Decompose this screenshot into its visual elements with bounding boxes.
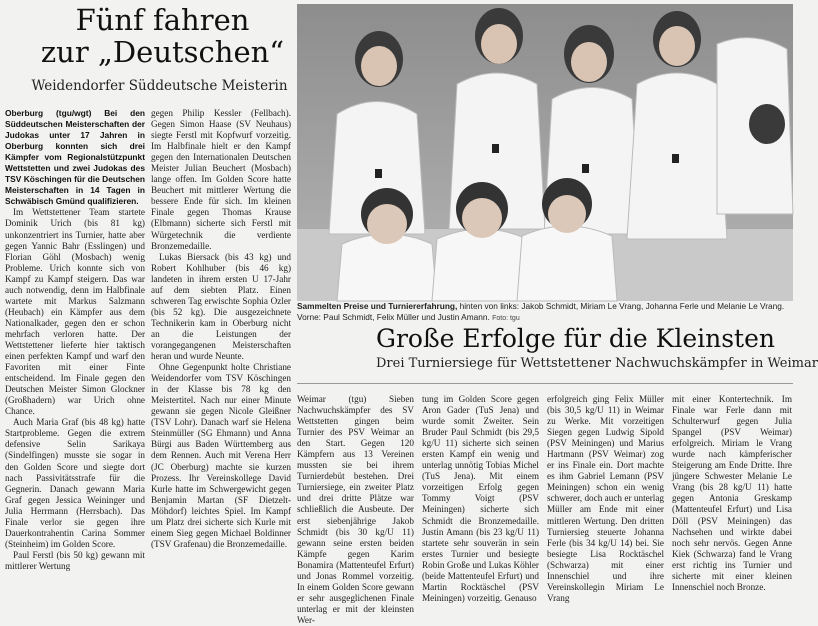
right-article-paragraph: erfolgreich ging Felix Müller (bis 30,5 kg/U 11) in Weimar zu Werke. Mit vorzeitigen Siegen gegen Ludwig Sipold (PSV Meiningen) und Marius Hartmann (PSV Weimar) zog er ins Finale ein. Dort machte es ihm Gabriel Lemann (PSV Meiningen) schon ein wenig schwerer, doch auch er unterlag Müller am Ende mit einer mittleren Wertung. Den dritten Turniersieg steuerte Johanna Ferle (bis 34 kg/U 14) bei. Sie besiegte Lisa Rocktäschel (Schwarza) mit einer Innenschiel und ihre Vereinskollegin Miriam Le Vrang (547, 394, 664, 603)
left-article-paragraph: Auch Maria Graf (bis 48 kg) hatte Startprobleme. Gegen die extrem defensive Selin Sarikaya (Sindelfingen) musste sie sogar in den Golden Score und siegte dort nach Passivitätsstrafe für die Gegnerin. Danach gewann Maria Graf gegen Jessica Weininger und Julia Herrmann (Herrsbach). Das Finale verlor sie gegen ihre Dauerkontrahentin Carina Sommer (Steinheim) im Golden Score. (5, 417, 145, 549)
photo-caption-bold: Sammelten Preise und Turniererfahrung, (297, 301, 458, 311)
right-article-column-3 (547, 394, 664, 603)
left-article-paragraph: Lukas Biersack (bis 43 kg) und Robert Kohlhuber (bis 46 kg) landeten in ihrem ersten U 17-Jahr auf dem siebten Platz. Einen schweren Tag erwischte Sophia Ozler (bis 52 kg). Die ausgezeichnete Technikerin kam in Oberburg nicht an die Leistungen der vorangegangenen Meisterschaften heran und wurde Neunte. (151, 251, 291, 362)
photo-caption-text: hinten von links: Jakob Schmidt, Miriam Le Vrang, Johanna Ferle und Melanie Le Vrang. Vorne: Paul Schmidt, Felix Müller und Justin Amann. (297, 301, 785, 322)
right-subheadline: Drei Turniersiege für Wettstettener Nachwuchskämpfer in Weimar (376, 356, 818, 371)
right-article-column-1 (297, 394, 414, 625)
right-article-paragraph: Weimar (tgu) Sieben Nachwuchskämpfer des SV Wettstetten gingen beim Turnier des PSV Weimar an den Start. Gegen 120 Kämpfern aus 13 Vereinen mussten sie bei ihrem Turnierdebüt bestehen. Drei Turniersiege, ein zweiter Platz und drei dritte Plätze war schließlich die Ausbeute. Der erst siebenjährige Jakob Schmidt (bis 30 kg/U 11) gewann seine ersten beiden Kämpfe gegen Karim Bonamira (Mattenteufel Erfurt) und Jonas Rommel vorzeitig. In einem Golden Score gewann er sehr ausgeglichenen Finale unterlag er mit der kleinsten Wer- (297, 394, 414, 625)
left-article-paragraph: Paul Ferstl (bis 50 kg) gewann mit mittlerer Wertung (5, 549, 145, 571)
left-article-column-1 (5, 108, 145, 571)
left-article-lead: Oberburg (tgu/wgt) Bei den Süddeutschen Meisterschaften der Judokas unter 17 Jahren in Oberburg konnten sich drei Kämpfer vom Regionalstützpunkt Wettstetten und zwei Judokas des TSV Köschingen für die Deutschen Meisterschaften in 14 Tagen in Schwäbisch Gmünd qualifizieren. (5, 108, 145, 207)
left-article-paragraph: Im Wettstettener Team startete Dominik Urich (bis 81 kg) unkonzentriert ins Turnier, hatte aber gegen Yannic Bahr (Esslingen) und Florian Göhl (Mosbach) wenig Probleme. Urich konnte sich von Kampf zu Kampf steigern. Das war auch notwendig, denn im Halbfinale wartete mit Markus Salzmann (Heubach) ein Kämpfer aus dem Nationalkader, gegen den er schon mehrfach verloren hatte. Der Wettstettener lieferte hier taktisch einen perfekten Kampf und warf den Favoriten mit einer Finte entscheidend. Im Finale gegen den Deutschen Meister Simon Glockner (Großhadern) war Urich ohne Chance. (5, 207, 145, 417)
right-article-column-4 (672, 394, 792, 592)
group-photo (297, 4, 793, 301)
right-article-column-2 (422, 394, 539, 603)
right-headline: Große Erfolge für die Kleinsten (376, 324, 775, 353)
photo-credit: Foto: tgu (492, 314, 520, 322)
left-article-paragraph: gegen Philip Kessler (Fellbach). Gegen Simon Haase (SV Neuhaus) siegte Ferstl mit Kopfwurf vorzeitig. Im Halbfinale hielt er den Kampf gegen den Internationalen Deutschen Meister Julian Beuchert (Mosbach) lange offen. Im Golden Score hatte Beuchert mit mittlerer Wertung die bessere Ende für sich. Im kleinen Finale gegen Thomas Krause (Elbmann) sicherte sich Ferstl mit Würgetechnik die verdiente Bronzemedaille. (151, 108, 291, 251)
left-article-paragraph: Ohne Gegenpunkt holte Christiane Weidendorfer vom TSV Köschingen in der Klasse bis 78 kg den Meistertitel. Nach nur einer Minute gewann sie gegen Nicole Gleißner (TSV Lohr). Danach warf sie Helena Steinmüller (SG Ehmann) und Anna Bürgi aus Baden Württemberg aus dem Rennen. Auch mit Verena Herr (JC Oberburg) machte sie kurzen Prozess. Ihr Vereinskollege David Kurle hatte im Schwergewicht gegen Benjamin Martan (SF Dietzelt-Möhdorf) leichtes Spiel. Im Kampf um Platz drei sicherte sich Kurle mit einem Sieg gegen Michael Boldinner (TSV Grafenau) die Bronzemedaille. (151, 362, 291, 549)
left-headline (40, 4, 285, 68)
divider (297, 383, 793, 384)
right-article-paragraph: mit einer Kontertechnik. Im Finale war Ferle dann mit Schulterwurf gegen Julia Spangel (PSV Weimar) erfolgreich. Miriam le Vrang wurde nach kämpferischer Steigerung am Ende Dritte. Ihre jüngere Schwester Melanie Le Vrang (bis 28 kg/U 11) hatte gegen Antonia Greskamp (Mattenteufel Erfurt) und Lisa Döll (PSV Meiningen) das Nachsehen und wirkte dabei noch sehr nervös. Gegen Anne Kiek (Schwarza) fand le Vrang erst richtig ins Turnier und sicherte mit einer kleinen Innenschiel noch Bronze. (672, 394, 792, 592)
left-headline-line1: Fünf fahren (75, 3, 250, 37)
left-headline-line2: zur „Deutschen“ (40, 35, 285, 69)
photo-caption (297, 301, 793, 324)
group-photo-illustration (297, 4, 793, 301)
left-article-column-2 (151, 108, 291, 560)
left-subheadline: Weidendorfer Süddeutsche Meisterin (31, 78, 288, 94)
right-article-paragraph: tung im Golden Score gegen Aron Gader (TuS Jena) und wurde somit Zweiter. Sein Bruder Paul Schmidt (bis 29,5 kg/U 11) sicherte sich seinen ersten Kampf ein wenig und unterlag unnötig Tobias Michel (TuS Jena). Mit einem vorzeitigen Erfolg gegen Tommy Voigt (PSV Meiningen) sicherte sich Schmidt die Bronzemedaille. Justin Amann (bis 23 kg/U 11) startete sehr souverän in sein erstes Turnier und besiegte Robin Große und Lukas Köhler (beide Mattenteufel Erfurt) und Martin Rocktäschel (PSV Meiningen) vorzeitig. Genauso (422, 394, 539, 603)
